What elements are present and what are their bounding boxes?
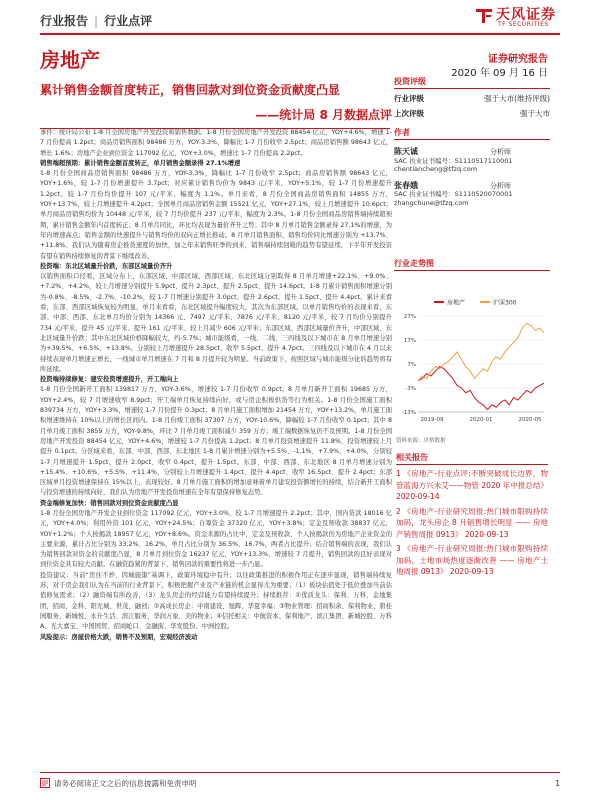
trend-rule bbox=[394, 270, 550, 271]
related-report-text[interactable]: 1 《房地产-行业点评:不断突破成长边界，物管蓝海方兴未艾——物管 2020 年中报总结》 bbox=[396, 469, 548, 490]
section-heading: 销售端超预期：累计销售金额首度转正，单月销售金额录得 27.1%增速 bbox=[40, 159, 241, 167]
logo-mark-icon bbox=[474, 5, 494, 25]
related-list bbox=[396, 468, 548, 578]
related-title: 相关报告 bbox=[396, 453, 428, 462]
logo-en: TF SECURITIES bbox=[498, 21, 549, 28]
rating-rule bbox=[394, 88, 550, 89]
y-tick-label: 27% bbox=[403, 314, 416, 320]
trend-title: 行业走势图 bbox=[394, 259, 434, 268]
related-report-text[interactable]: 2 《房地产-行业研究周报:热门城市限购持续加码，龙头房企 8 月销售增长明显 —— 房地产销售周报 0913》 bbox=[396, 506, 548, 539]
chart-source: 资料来源：贝格数据 bbox=[396, 438, 446, 444]
related-report-item[interactable] bbox=[396, 543, 548, 578]
industry-rating-row bbox=[394, 93, 550, 104]
analyst-email[interactable]: zhangchune@tfzq.com bbox=[394, 198, 469, 207]
y-tick-label: -3% bbox=[405, 386, 416, 392]
header-rule bbox=[40, 33, 560, 35]
section-heading: 资金端修复加快：销售回款对到位资金贡献度凸显 bbox=[40, 499, 179, 507]
body-paragraph: 投资建议：当前“房住不炒、因城施策”基调下，政策环境稳中有升；以往政策推进的积极作用正在逐步显现，销售端持续复苏，对于房企我们认为在当前的行业背景下，积极把握产业及产业链的机会显得尤为重要；（1）板块估值处于低位叠加当前估值修复需求；（2）融资端有所改善，（3）龙头房企的经营能力有望持续提升；持续推荐：①优质龙头：保利、万科、金地集团、招商、金科、阳光城、世茂、融创；②高成长房企：中南建设、旭辉、华夏幸福；③物业管理：招商积余、保利物业、碧桂园服务、新城悦、永升生活、滨江服务、华润万象、美的物业；④信托相关：中航资本、保利地产、滨江集团、新城控股、万科A、光大嘉宝、中国国贸、招商蛇口、金融街、华发股份、中洲控股。 bbox=[40, 571, 392, 631]
section-heading: 风险提示：房屋价格大跌，销售不及预期，宏观经济波动 bbox=[40, 633, 198, 641]
body-paragraph: 1-8 月份全国商品房销售面积 98486 万方，YOY-3.3%，降幅比 1-7 月份收窄 2.5pct；商品房销售额 98643 亿元，YOY+1.6%，较 1-7 月份增速提升 3.7pct；对应累计销售均价为 9843 元/平米，YOY+5.1%，较 1-7 月份增速提升 1.2pct。较 1-7 月份均价提升 107 元/平米，幅度为 1.1%。单月来看，8 月份全国商品房销售面积 14855 万方，YOY+13.7%，较上月增速提升 4.2pct；全国单月商品房销售金额 15521 亿元，YOY+27.1%，较上月增速提升 10.6pct；单月商品房销售均价为 10448 元/平米，较 7 月均价提升 237 元/平米，幅度为 2.3%。1-8 月份全国商品房销售端持续超预期，累计销售金额年内首度转正；8 月单月同比，环比均表现为量价齐升之势；其中 8 月单月销售金额录得 27.1%的增速，为年内增速高点；销售金额的快速提升与销售均价的双向正增长推动。8 月单月销售面积、销售均价同比增速分别为 +13.7%、+11.8%。我们认为随着房企推货速度的加快，加之年末销售旺季的到来，销售端持续回暖的趋势有望延续，下半年开发投资有望在销售持续修复的背景下继续改善。 bbox=[40, 170, 392, 260]
legend-label: 沪深300 bbox=[493, 299, 517, 307]
prev-rating-row bbox=[394, 108, 550, 119]
related-report-item[interactable] bbox=[396, 506, 548, 541]
report-category bbox=[40, 12, 152, 29]
analyst-name: 张春娥 bbox=[394, 180, 418, 190]
footer-text: 请务必阅读正文之后的信息披露和免责申明 bbox=[54, 779, 197, 788]
related-report-item[interactable] bbox=[396, 468, 548, 503]
industry-rating-value: 强于大市(维持评级) bbox=[484, 94, 550, 103]
author-rule bbox=[394, 139, 550, 140]
disclaimer-icon bbox=[40, 778, 50, 788]
analyst-list bbox=[394, 148, 550, 207]
author-title: 作者 bbox=[394, 128, 410, 137]
section-heading: 投资端持续修复：建安投资增速提升，开工端向上 bbox=[40, 376, 179, 384]
analyst-cert: SAC 执业证书编号：S1110520070001 bbox=[394, 190, 513, 198]
industry-trend-chart bbox=[396, 294, 548, 432]
prev-rating-value: 强于大市 bbox=[520, 109, 550, 118]
logo-cn: 天风证券 bbox=[496, 7, 556, 23]
analyst-role: 分析师 bbox=[490, 148, 511, 156]
report-title: 累计销售金额首度转正，销售回款对到位资金贡献度凸显 bbox=[40, 83, 341, 97]
report-subtitle: ——统计局 8 月数据点评 bbox=[255, 108, 392, 122]
body-paragraph: 事件：统计局公布 1-8 月全国房地产开发投资和销售数据。1-8 月份全国房地产开发投资 88454 亿元，YOY+4.6%，增速 1-7 月份提高 1.2pct；商品房销售面积 98486 万方，YOY-3.3%，降幅比 1-7 月份收窄 2.5pct；商品房销售额 98643 亿元，增长 1.6%；房地产企业到位资金 117092 亿元，YOY+3.0%，增速比 1-7 月份提高 2.2pct。 bbox=[40, 129, 392, 157]
related-reports bbox=[396, 452, 548, 578]
prev-rating-label: 上次评级 bbox=[394, 109, 424, 118]
series-line-index bbox=[418, 323, 544, 381]
industry-rating-label: 行业评级 bbox=[394, 94, 424, 103]
related-report-date: 2020-09-13 bbox=[449, 567, 494, 576]
x-tick-label: 2020-01 bbox=[469, 417, 493, 423]
category-label: 行业报告 bbox=[40, 14, 89, 28]
related-report-date: 2020-09-14 bbox=[396, 492, 440, 501]
analyst-role: 分析师 bbox=[490, 181, 511, 190]
category-separator: | bbox=[94, 14, 99, 28]
footer-disclaimer bbox=[40, 778, 197, 789]
footer-rule bbox=[40, 772, 560, 773]
subcategory-label: 行业点评 bbox=[104, 14, 153, 28]
analyst-email[interactable]: chentiancheng@tfzq.com bbox=[394, 165, 478, 173]
report-body bbox=[40, 128, 392, 774]
y-tick-label: -13% bbox=[401, 410, 416, 416]
analyst-card bbox=[394, 148, 550, 174]
report-department: 证券研究报告 bbox=[488, 54, 548, 65]
body-paragraph: 1-8 月份全国新开工面积 139817 万方，YOY-3.6%，增速较 1-7 月份收窄 0.9pct；8 月单月新开工面积 19685 万方，YOY+2.4%，较 7 月增速收窄 8.9pct；开工端单月恢复持续向好，或与房企积极供货等行为相关。1-8 月份全国施工面积 839734 万方，YOY+3.3%，增速较 1-7 月份提升 0.3pct；8 月单月施工面积增加 21454 万方，YOY+13.2%，单月施工面积增速维持在 10%以上的增长区间内。1-8 月份竣工面积 37307 万方，YOY-10.6%，降幅较 1-7 月份收窄 0.1pct；其中 8 月单月竣工面积 3859 万方，YOY-9.8%，环比 7 月单月竣工面积减少 359 万方；竣工端数据恢复仍不及预期。1-8 月份全国房地产开发投资 88454 亿元，YOY+4.6%，增速较 1-7 月份提高 1.2pct；8 月单月投资增速提升 11.8%，投资增速较上月提升 0.1pct。分区域来看，东部、中部、西部、东北地区 1-8 月累计增速分别为+5.5%、-1.1%、+7.9%、+4.0%，分别较 1-7 月增速提升 1.5pct、提升 2.0pct、收窄 0.4pct、提升 1.5pct。东部、中部、西部、东北地区 8 月单月增速分别为+15.4%、+10.6%、+5.5%、+11.4%，分别较上月增速提升 1.4pct、提升 4.4pct、收窄 16.5pct、提升 2.4pct；东部区域单月投资增速保持在 15%以上，表现较好。8 月单月施工面积的增加意味着单月建安投资额增长的持续，结合新开工面积与投资增速的持续向好，我们认为房地产开发投资增速在全年有望保持修复态势。 bbox=[40, 386, 392, 497]
analyst-cert: SAC 执业证书编号：S1110517110001 bbox=[394, 156, 513, 165]
body-paragraph: 1-8 月份全国房地产开发企业到位资金 117092 亿元，YOY+3.0%，较 1-7 月增速提升 2.2pct；其中，国内贷款 18016 亿元，YOY+4.0%；利用外资 101 亿元，YOY+24.5%；自筹资金 37320 亿元，YOY+3.8%；定金及预收款 38837 亿元，YOY+1.2%；个人按揭款 18957 亿元，YOY+8.6%。资金来源的占比中，定金及预收款、个人按揭款仍为房地产企业资金的主要来源，累计占比分别为 33.2%、16.2%，单月占比分别为 36.5%、16.7%，两者占比提升；结合销售端的表现，我们认为销售回款对资金的贡献度凸显，8 月单月到位资金 16237 亿元，YOY+13.3%，增速较 7 月提升，销售回款的良好表现对到位资金具有较大贡献。在融资趋紧的背景下，销售回款的重要性将进一步凸显。 bbox=[40, 509, 392, 569]
legend-label: 房地产 bbox=[447, 299, 466, 307]
sidebar-info bbox=[394, 76, 550, 268]
page-number: 1 bbox=[555, 779, 560, 788]
analyst-name: 陈天诚 bbox=[394, 147, 418, 156]
report-date: 2020 年 09 月 16 日 bbox=[451, 68, 548, 79]
invest-rating-title: 投资评级 bbox=[394, 77, 426, 86]
related-report-date: 2020-09-13 bbox=[464, 529, 509, 539]
section-heading: 投资端：东北区域量升价跌，东部区域量价齐升 bbox=[40, 262, 173, 270]
x-tick-label: 2020-05 bbox=[518, 417, 542, 423]
industry-title: 房地产 bbox=[40, 48, 100, 72]
body-paragraph: 以销售面积口径看，区域分布上，东部区域、中部区域、西部区域、东北区域分别取得 8 月单月增速+22.1%、+9.0%、+7.2%、+4.2%，较上月增速分别提升 5.9pct、提升 2.3pct、提升 2.5pct、提升 14.6pct。1-8 月累计销售面积增速分别为-0.8%、-8.5%、-2.7%、-10.2%，较 1-7 月增速分别提升 3.0pct、提升 2.6pct、提升 1.5pct、提升 4.4pct。累计来看看，东部、西部区域恢复较为明显，单月来看看，东北区域提升幅度较大，其次为东部区域。以单月销售均价的表现来看，东部、中部、西部、东北单月均价分别为 14366 元、7497 元/平米、7876 元/平米、8120 元/平米，较 7 月均价分别提升 734 元/平米、提升 45 元/平米、提升 161 元/平米、较上月减少 606 元/平米；东部区域、西部区域量价齐升，中部区域、东北区域量升价跌；其中东北区域价格降幅较大，约-5.7%；城市能级看，一线、二线、三四线及以下城市在 8 月单月增速分别为+39.5%、+6.5%、+13.8%，分别较上月增速提升 28.5pct、收窄 5.5pct、提升 4.7pct。三四线及以下城市在 4 月以来持续表现单月增速正增长，一线城市单月增速在 7 月和 8 月提升较为明显。当前政策下，按照区域与城市能级分化的趋势将有所延续。 bbox=[40, 273, 392, 373]
analyst-card bbox=[394, 182, 550, 208]
y-tick-label: 17% bbox=[403, 338, 416, 344]
company-logo bbox=[474, 4, 560, 30]
y-tick-label: 7% bbox=[407, 362, 416, 368]
related-rule bbox=[396, 464, 548, 465]
x-tick-label: 2019-09 bbox=[420, 417, 444, 423]
related-report-text[interactable]: 3 《房地产-行业研究周报:热门城市限购持续加码，土地市场热度逐渐改善 —— 房地产土地周报 0913》 bbox=[396, 544, 548, 576]
